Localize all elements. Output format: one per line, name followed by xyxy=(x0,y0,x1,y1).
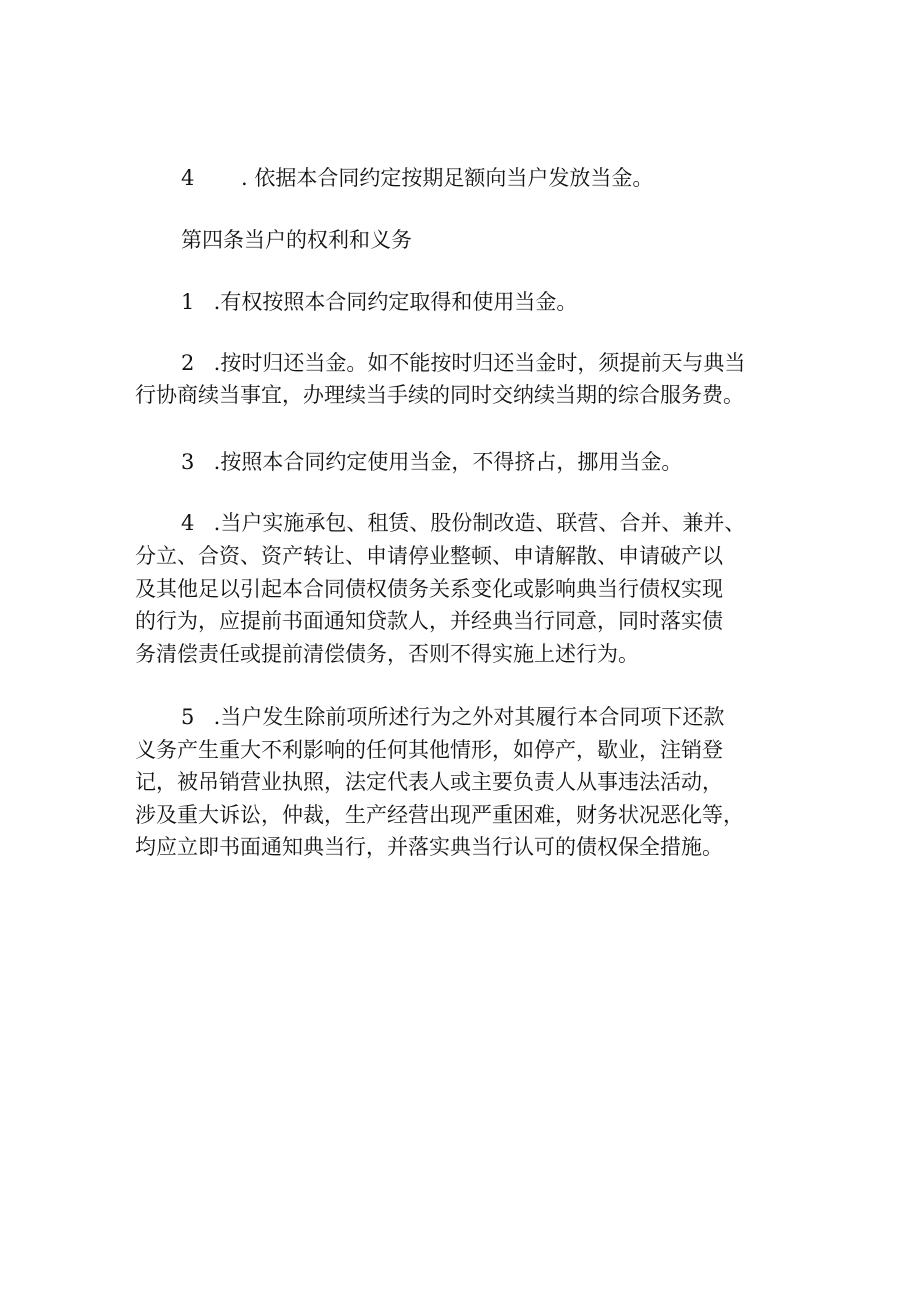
right-item-2-line-2: 行协商续当事宜，办理续当手续的同时交纳续当期的综合服务费。 xyxy=(135,383,744,407)
right-item-4-line-4: 的行为，应提前书面通知贷款人，并经典当行同意，同时落实债 xyxy=(135,609,723,633)
clause-number: 1 xyxy=(181,290,195,314)
right-item-4 xyxy=(181,513,745,534)
clause-text: .有权按照本合同约定取得和使用当金。 xyxy=(207,290,578,314)
right-item-4-line-5: 务清偿责任或提前清偿债务，否则不得实施上述行为。 xyxy=(135,642,639,666)
clause-text: . 依据本合同约定按期足额向当户发放当金。 xyxy=(241,166,654,190)
right-item-4-line-2: 分立、合资、资产转让、申请停业整顿、申请解散、申请破产以 xyxy=(135,544,723,568)
right-item-5-line-5: 均应立即书面通知典当行，并落实典当行认可的债权保全措施。 xyxy=(135,835,723,859)
clause-number: 3 xyxy=(181,450,195,474)
right-item-2 xyxy=(181,353,745,374)
clause-text: .当户发生除前项所述行为之外对其履行本合同项下还款 xyxy=(207,705,725,729)
right-item-1 xyxy=(181,292,577,313)
section-title: 第四条当户的权利和义务 xyxy=(181,228,412,252)
right-item-5-line-3: 记，被吊销营业执照，法定代表人或主要负责人从事违法活动， xyxy=(135,770,723,794)
right-item-5-line-4: 涉及重大诉讼，仲裁，生产经营出现严重困难，财务状况恶化等， xyxy=(135,803,744,827)
clause-number: 4 xyxy=(181,511,195,535)
right-item-5-line-2: 义务产生重大不利影响的任何其他情形，如停产，歇业，注销登 xyxy=(135,738,723,762)
clause-text: .按照本合同约定使用当金，不得挤占，挪用当金。 xyxy=(207,450,683,474)
clause-text: .按时归还当金。如不能按时归还当金时，须提前天与典当 xyxy=(207,351,746,375)
clause-4-prev xyxy=(181,168,653,189)
right-item-3 xyxy=(181,452,682,473)
clause-number: 2 xyxy=(181,351,195,375)
right-item-4-line-3: 及其他足以引起本合同债权债务关系变化或影响典当行债权实现 xyxy=(135,577,723,601)
clause-number: 4 xyxy=(181,166,195,190)
clause-number: 5 xyxy=(181,705,195,729)
right-item-5 xyxy=(181,707,724,728)
clause-text: .当户实施承包、租赁、股份制改造、联营、合并、兼并、 xyxy=(207,511,746,535)
